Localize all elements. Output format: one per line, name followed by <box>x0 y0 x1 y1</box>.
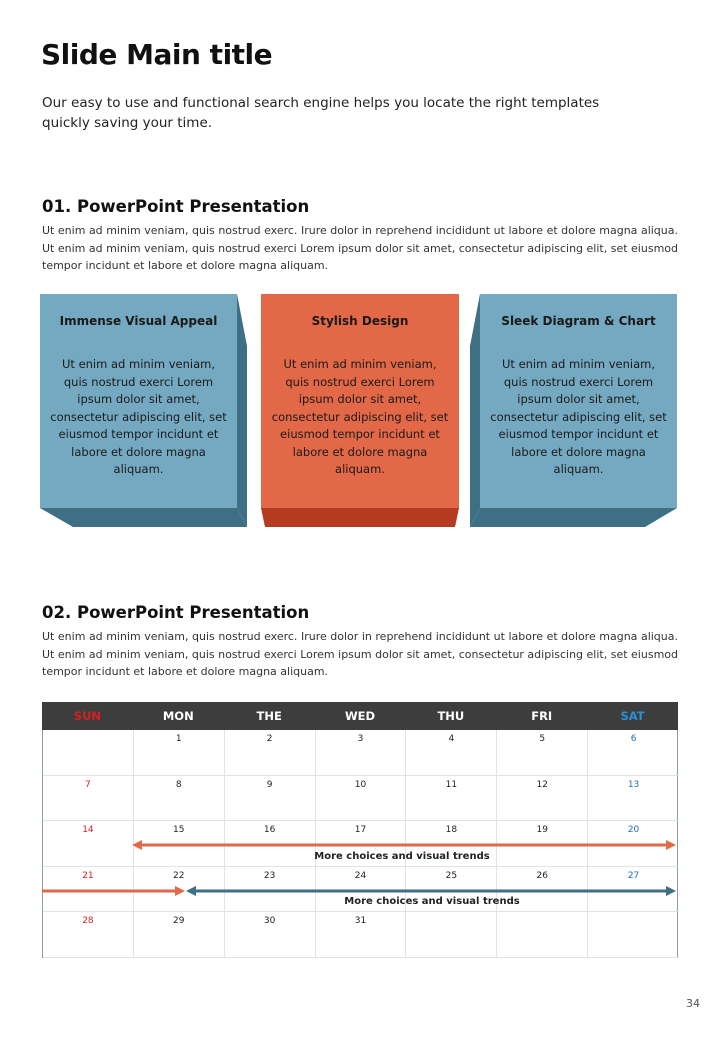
day-header-sat: SAT <box>620 709 645 723</box>
calendar-cell: 26 <box>497 867 588 913</box>
calendar <box>42 702 678 958</box>
box-text: Ut enim ad minim veniam, quis nostrud exerci Lorem ipsum dolor sit amet, consectetur adipiscing elit, set eiusmod tempor incidunt et labore et dolore magna aliquam. <box>490 357 667 476</box>
box-text: Ut enim ad minim veniam, quis nostrud exerci Lorem ipsum dolor sit amet, consectetur adipiscing elit, set eiusmod tempor incidunt et labore et dolore magna aliquam. <box>50 357 227 476</box>
calendar-cell: 22 <box>134 867 225 913</box>
calendar-cell: 2 <box>225 730 316 776</box>
day-header-wed: WED <box>344 709 376 723</box>
page-title: Slide Main title <box>41 38 273 71</box>
calendar-cell: 1 <box>134 730 225 776</box>
feature-box-stylish-design <box>261 294 459 508</box>
calendar-cell: 24 <box>316 867 407 913</box>
calendar-cell: 20 <box>588 821 679 867</box>
section2-heading: 02. PowerPoint Presentation <box>42 603 310 622</box>
box-title: Immense Visual Appeal <box>59 314 218 328</box>
calendar-cell: 25 <box>406 867 497 913</box>
calendar-cell: 13 <box>588 776 679 822</box>
event-label-week4: More choices and visual trends <box>344 896 520 907</box>
calendar-cell: 5 <box>497 730 588 776</box>
calendar-cell: 10 <box>316 776 407 822</box>
calendar-cell: 14 <box>43 821 134 867</box>
calendar-cell: 16 <box>225 821 316 867</box>
calendar-cell: 27 <box>588 867 679 913</box>
calendar-cell: 17 <box>316 821 407 867</box>
day-header-fri: FRI <box>531 709 553 723</box>
calendar-cell: 23 <box>225 867 316 913</box>
calendar-cell: 9 <box>225 776 316 822</box>
calendar-cell: 3 <box>316 730 407 776</box>
section1-heading: 01. PowerPoint Presentation <box>42 197 310 216</box>
calendar-cell: 29 <box>134 912 225 958</box>
event-arrow-week4-right <box>186 886 676 896</box>
event-label-week3: More choices and visual trends <box>314 851 490 862</box>
calendar-cell: 11 <box>406 776 497 822</box>
calendar-cell: 7 <box>43 776 134 822</box>
calendar-cell: 6 <box>588 730 679 776</box>
calendar-cell: 19 <box>497 821 588 867</box>
day-header-tue: THE <box>256 709 282 723</box>
box-text: Ut enim ad minim veniam, quis nostrud exerci Lorem ipsum dolor sit amet, consectetur adipiscing elit, set eiusmod tempor incidunt et labore et dolore magna aliquam. <box>271 357 449 476</box>
page-number: 34 <box>686 997 700 1010</box>
calendar-cell: 31 <box>316 912 407 958</box>
calendar-cell: 30 <box>225 912 316 958</box>
calendar-cell: 8 <box>134 776 225 822</box>
section1-body: Ut enim ad minim veniam, quis nostrud exerc. Irure dolor in reprehend incididunt ut labore et dolore magna aliqua. Ut enim ad minim veniam, quis nostrud exerci Lorem ipsum dolor sit amet, consectetur adipiscing elit, set eiusmod tempor incidunt et labore et dolore magna aliquam. <box>42 224 678 272</box>
calendar-cell: 12 <box>497 776 588 822</box>
event-arrow-week4-left <box>42 886 185 896</box>
calendar-cell: 28 <box>43 912 134 958</box>
event-arrows <box>42 702 678 958</box>
box-title: Sleek Diagram & Chart <box>501 314 656 328</box>
feature-box-visual-appeal <box>40 294 237 508</box>
day-header-thu: THU <box>437 709 465 723</box>
section2-body: Ut enim ad minim veniam, quis nostrud exerc. Irure dolor in reprehend incididunt ut labore et dolore magna aliqua. Ut enim ad minim veniam, quis nostrud exerci Lorem ipsum dolor sit amet, consectetur adipiscing elit, set eiusmod tempor incidunt et labore et dolore magna aliquam. <box>42 630 678 678</box>
day-header-sun: SUN <box>73 709 102 723</box>
day-header-mon: MON <box>162 709 194 723</box>
page-subtitle: Our easy to use and functional search engine helps you locate the right templates quickly saving your time. <box>42 95 600 131</box>
calendar-cell: 15 <box>134 821 225 867</box>
calendar-cell: 21 <box>43 867 134 913</box>
event-arrow-week3 <box>132 840 676 850</box>
feature-box-diagram-chart <box>480 294 677 508</box>
box-title: Stylish Design <box>311 314 409 328</box>
calendar-cell: 18 <box>406 821 497 867</box>
calendar-cell: 4 <box>406 730 497 776</box>
